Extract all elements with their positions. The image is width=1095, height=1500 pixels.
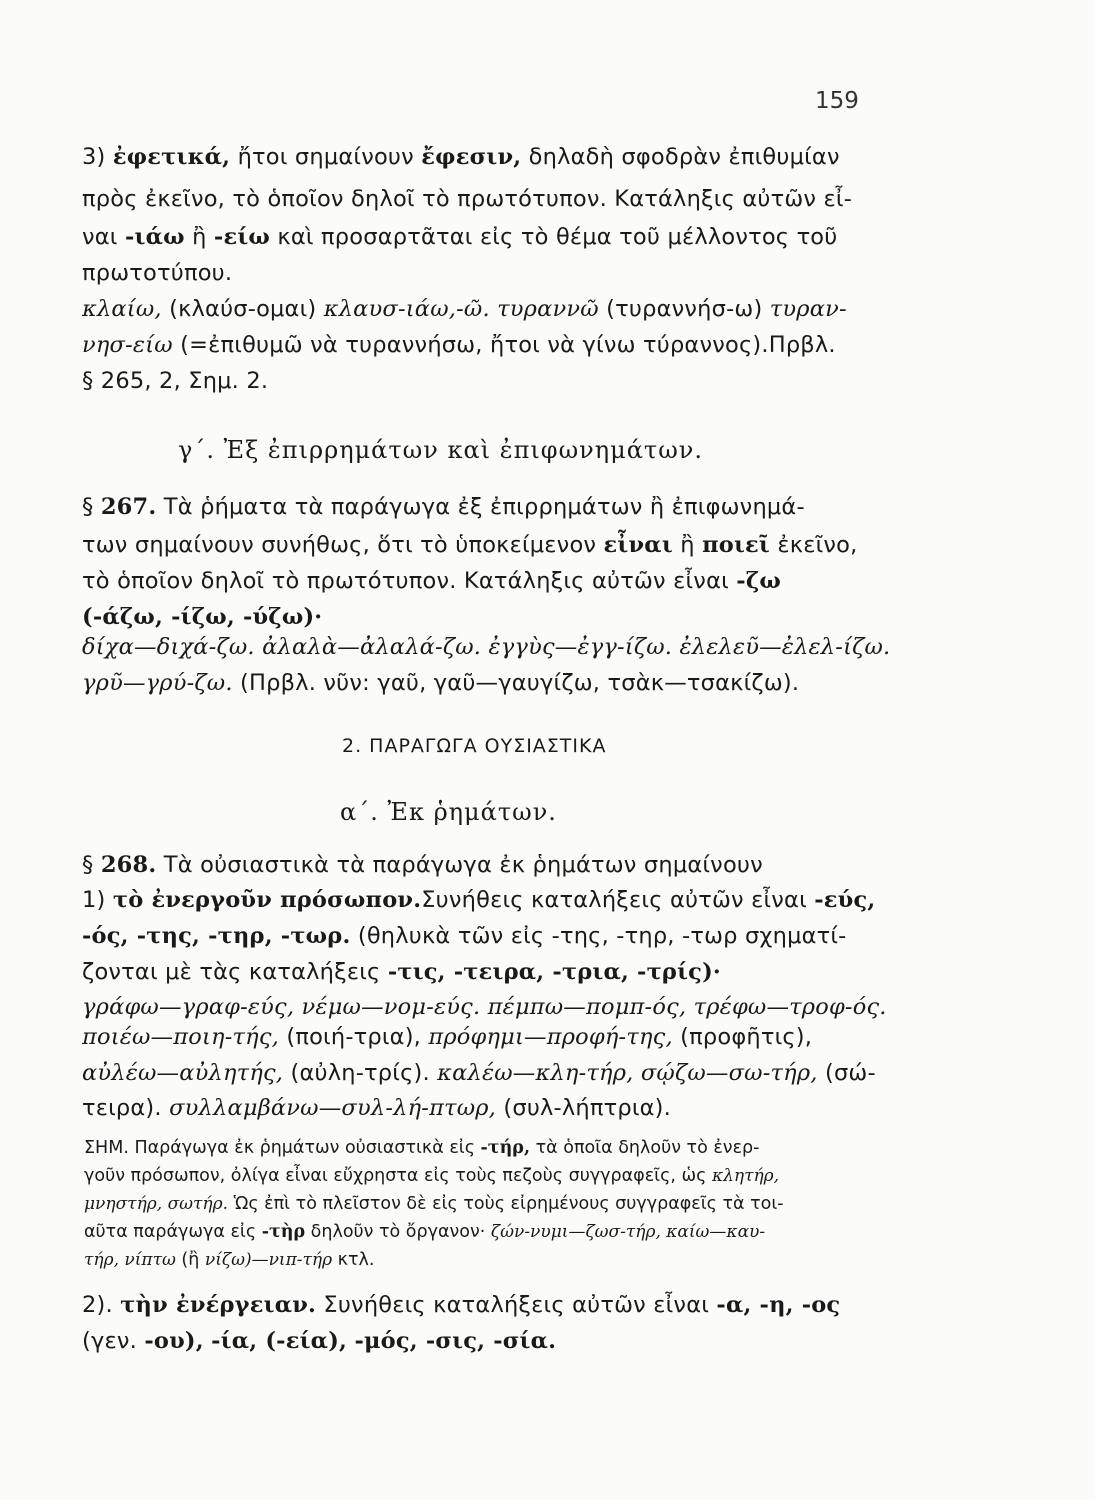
bold-term: εἶναι: [603, 532, 673, 558]
text: ΣΗΜ. Παράγωγα ἐκ ῥημάτων οὐσιαστικὰ εἰς: [84, 1138, 481, 1158]
text: (ποιή-τρια),: [279, 1024, 429, 1050]
note-line: [84, 1135, 999, 1161]
text: (κλαύσ-ομαι): [161, 296, 324, 322]
subsection-heading: α΄. Ἐκ ῥημάτων.: [340, 798, 557, 826]
text-line: § 265, 2, Σημ. 2.: [82, 368, 269, 394]
bold-term: -τήρ,: [480, 1138, 531, 1158]
note-line: [84, 1163, 999, 1189]
section-number: 267.: [100, 494, 157, 520]
italic-example: αὐλέω—αὐλητής,: [82, 1060, 284, 1086]
text: ἐκεῖνο,: [770, 532, 858, 558]
text: §: [82, 852, 101, 878]
text-line: [82, 1290, 997, 1320]
text-line: [82, 1093, 997, 1123]
text: δηλοῦν τὸ ὄργανον·: [305, 1222, 491, 1242]
italic-example: συλλαμβάνω—συλ-λή-πτωρ,: [169, 1095, 497, 1121]
text: τειρα).: [82, 1095, 170, 1121]
text: ναι: [82, 224, 125, 250]
text-line: πρωτοτύπου.: [82, 260, 233, 286]
text: Τὰ ῥήματα τὰ παράγωγα ἐξ ἐπιρρημάτων ἢ ἐπιφωνημά-: [156, 494, 805, 520]
italic-example: κλαυσ-ιάω,-ῶ. τυραννῶ: [323, 296, 599, 322]
text-line: [82, 530, 997, 560]
text: των σημαίνουν συνήθως, ὅτι τὸ ὑποκείμενον: [82, 532, 604, 558]
bold-term: -μός, -σις, -σία.: [354, 1328, 557, 1354]
text-line: [82, 1326, 997, 1356]
text-line: [82, 885, 997, 915]
example-line: δίχα—διχά-ζω. ἀλαλὰ—ἀλαλά-ζω. ἐγγὺς—ἐγγ-ίζω. ἐλελεῦ—ἐλελ-ίζω.: [82, 634, 891, 660]
bold-term: ἔφεσιν,: [421, 144, 522, 170]
text: ἢ: [184, 224, 214, 250]
text: δηλαδὴ σφοδρὰν ἐπιθυμίαν: [521, 144, 840, 170]
bold-term: -τὴρ: [261, 1222, 306, 1242]
text: (αὐλη-τρίς).: [283, 1060, 438, 1086]
text-line: [82, 566, 997, 596]
italic-example: μνηστήρ, σωτήρ.: [84, 1194, 229, 1214]
subsection-heading: γ΄. Ἐξ ἐπιρρημάτων καὶ ἐπιφωνημάτων.: [178, 436, 703, 464]
text: §: [82, 494, 101, 520]
italic-example: γρῦ—γρύ-ζω.: [82, 670, 233, 696]
text-line: [82, 957, 997, 987]
bold-term: τὴν ἐνέργειαν.: [120, 1292, 317, 1318]
text: ἤτοι σημαίνουν: [230, 144, 422, 170]
text-line: [82, 921, 997, 951]
text: γοῦν πρόσωπον, ὀλίγα εἶναι εὔχρηστα εἰς τοὺς πεζοὺς συγγραφεῖς, ὡς: [84, 1166, 712, 1186]
bold-term: ἐφετικά,: [112, 144, 231, 170]
text: 1): [82, 887, 113, 913]
text-line: [82, 294, 997, 324]
italic-example: ζών-νυμι—ζωσ-τήρ, καίω—καυ-: [490, 1222, 766, 1242]
text: Συνήθεις καταλήξεις αὐτῶν εἶναι: [421, 887, 815, 913]
text-line: (-άζω, -ίζω, -ύζω)·: [82, 604, 323, 630]
text: Συνήθεις καταλήξεις αὐτῶν εἶναι: [316, 1292, 717, 1318]
italic-example: κλητήρ,: [711, 1166, 780, 1186]
italic-example: τήρ, νίπτω: [84, 1250, 176, 1270]
text-line: [82, 1022, 997, 1052]
text: (ἢ: [175, 1250, 205, 1270]
note-line: [84, 1191, 999, 1217]
bold-term: τὸ ἐνεργοῦν πρόσωπον.: [112, 887, 422, 913]
text: (Πρβλ. νῦν: γαῦ, γαῦ—γαυγίζω, τσὰκ—τσακίζω).: [232, 670, 800, 696]
text-line: [82, 850, 997, 880]
text: τὰ ὁποῖα δηλοῦν τὸ ἐνερ-: [530, 1138, 760, 1158]
text: (=ἐπιθυμῶ νὰ τυραννήσω, ἤτοι νὰ γίνω τύραννος).Πρβλ.: [172, 332, 836, 358]
text: κτλ.: [332, 1250, 375, 1270]
text: ἢ: [672, 532, 703, 558]
bold-term: ποιεῖ: [702, 532, 771, 558]
text: (τυραννήσ-ω): [598, 296, 770, 322]
bold-term: -α, -η, -ος: [716, 1292, 841, 1318]
text-line: [82, 668, 997, 698]
text: 3): [82, 144, 113, 170]
text: (γεν.: [82, 1328, 145, 1354]
text: (θηλυκὰ τῶν εἰς -της, -τηρ, -τωρ σχηματί-: [350, 923, 847, 949]
text-line: [82, 492, 997, 522]
text-line: [82, 142, 997, 172]
italic-example: κλαίω,: [82, 296, 162, 322]
text: ζονται μὲ τὰς καταλήξεις: [82, 959, 388, 985]
note-line: [84, 1247, 999, 1273]
italic-example: πρόφημι—προφή-της,: [428, 1024, 673, 1050]
bold-term: -είω: [213, 224, 271, 250]
text: Τὰ οὐσιαστικὰ τὰ παράγωγα ἐκ ῥημάτων σημαίνουν: [156, 852, 763, 878]
text-line: [82, 330, 997, 360]
italic-example: νησ-είω: [82, 332, 173, 358]
italic-example: ποιέω—ποιη-τής,: [82, 1024, 279, 1050]
text: (προφῆτις),: [672, 1024, 813, 1050]
italic-example: νίζω)—νιπ-τήρ: [204, 1250, 333, 1270]
text: αῦτα παράγωγα εἰς: [84, 1222, 262, 1242]
text-line: [82, 222, 997, 252]
text: καὶ προσαρτᾶται εἰς τὸ θέμα τοῦ μέλλοντος τοῦ: [270, 224, 838, 250]
text: (σώ-: [817, 1060, 876, 1086]
bold-term: -εύς,: [814, 887, 876, 913]
text: 2).: [82, 1292, 121, 1318]
bold-term: -ου),: [144, 1328, 204, 1354]
bold-term: -ζω: [736, 568, 781, 594]
page-number: 159: [815, 88, 859, 114]
text: Ὡς ἐπὶ τὸ πλεῖστον δὲ εἰς τοὺς εἰρημένους συγγραφεῖς τὰ τοι-: [228, 1194, 784, 1214]
bold-term: -ός, -της, -τηρ, -τωρ.: [82, 923, 351, 949]
text: (συλ-λήπτρια).: [496, 1095, 672, 1121]
section-number: 268.: [100, 852, 157, 878]
italic-example: τυραν-: [769, 296, 847, 322]
section-title: 2. ΠΑΡΑΓΩΓΑ ΟΥΣΙΑΣΤΙΚΑ: [342, 735, 607, 757]
note-line: [84, 1219, 999, 1245]
bold-term: -ιάω: [124, 224, 185, 250]
bold-term: -τις, -τειρα, -τρια, -τρίς)·: [387, 959, 721, 985]
text-line: [82, 1058, 997, 1088]
example-line: γράφω—γραφ-εύς, νέμω—νομ-εύς. πέμπω—πομπ-ός, τρέφω—τροφ-ός.: [82, 994, 887, 1020]
text: τὸ ὁποῖον δηλοῖ τὸ πρωτότυπον. Κατάληξις αὐτῶν εἶναι: [82, 568, 737, 594]
text-line: πρὸς ἐκεῖνο, τὸ ὁποῖον δηλοῖ τὸ πρωτότυπον. Κατάληξις αὐτῶν εἶ-: [82, 186, 853, 212]
italic-example: καλέω—κλη-τήρ, σῴζω—σω-τήρ,: [437, 1060, 818, 1086]
bold-term: -ία, (-εία),: [211, 1328, 348, 1354]
